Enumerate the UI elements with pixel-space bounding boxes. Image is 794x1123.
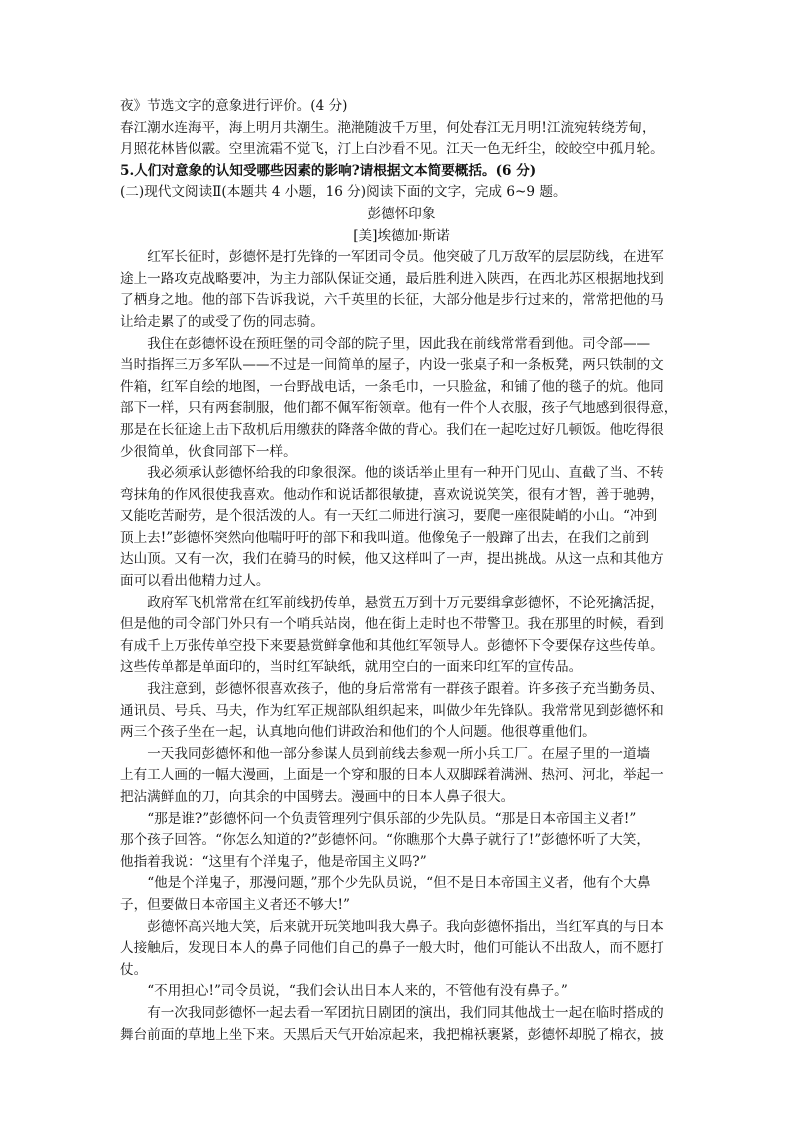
paragraph-line: 红军长征时，彭德怀是打先锋的一军团司令员。他突破了几万敌军的层层防线，在进军: [147, 249, 664, 266]
article-author: [美]埃德加·斯诺: [353, 227, 450, 244]
paragraph-line: 弯抹角的作风很使我喜欢。他动作和说话都很敏捷，喜欢说说笑笑，很有才智，善于驰骋，: [120, 486, 664, 503]
paragraph-line: 那是在长征途上击下敌机后用缴获的降落伞做的背心。我们在一起吃过好几顿饭。他吃得很: [120, 421, 664, 438]
paragraph-line: 舞台前面的草地上坐下来。天黑后天气开始凉起来，我把棉袄裹紧，彭德怀却脱了棉衣，披: [120, 1026, 664, 1043]
paragraph-line: 少很简单，伙食同部下一样。: [120, 443, 297, 460]
paragraph-line: 我住在彭德怀设在预旺堡的司令部的院子里，因此我在前线常常看到他。司令部——: [147, 335, 651, 352]
paragraph-line: 这些传单都是单面印的，当时红军缺纸，就用空白的一面来印红军的宣传品。: [120, 659, 583, 676]
article-body: [120, 247, 683, 1046]
paragraph-line: “他是个洋鬼子，那漫问题，”那个少先队员说，“但不是日本帝国主义者，他有个大鼻: [147, 875, 651, 892]
question-text-line: 夜》节选文字的意象进行评价。(4 分): [120, 98, 348, 114]
paragraph-line: 我注意到，彭德怀很喜欢孩子，他的身后常常有一群孩子跟着。许多孩子充当勤务员、: [147, 681, 664, 698]
question-5: 5.人们对意象的认知受哪些因素的影响?请根据文本简要概括。(6 分): [120, 162, 537, 179]
article-title: 彭德怀印象: [367, 205, 436, 222]
paragraph-line: 我必须承认彭德怀给我的印象很深。他的谈话举止里有一种开门见山、直截了当、不转: [147, 465, 664, 482]
paragraph-line: 让给走累了的或受了伤的同志骑。: [120, 313, 324, 330]
paragraph-line: 彭德怀高兴地大笑，后来就开玩笑地叫我大鼻子。我向彭德怀指出，当红军真的与日本: [147, 918, 664, 935]
paragraph-line: 通讯员、号兵、马夫，作为红军正规部队组织起来，叫做少年先锋队。我常常见到彭德怀和: [120, 702, 664, 719]
paragraph-line: 达山顶。又有一次，我们在骑马的时候，他又这样叫了一声，提出挑战。从这一点和其他方: [120, 551, 664, 568]
article-paragraph: [120, 593, 683, 679]
poem-line: 月照花林皆似霰。空里流霜不觉飞，汀上白沙看不见。江天一色无纤尘，皎皎空中孤月轮。: [120, 141, 664, 158]
paragraph-line: “那是谁?”彭德怀问一个负责管理列宁俱乐部的少先队员。“那是日本帝国主义者!”: [147, 810, 637, 827]
article-paragraph: [120, 463, 683, 593]
paragraph-line: 当时指挥三万多军队——不过是一间简单的屋子，内设一张桌子和一条板凳，两只铁制的文: [120, 357, 664, 374]
paragraph-line: 子，但要做日本帝国主义者还不够大!”: [120, 896, 350, 913]
paragraph-line: 他指着我说：“这里有个洋鬼子，他是帝国主义吗?”: [120, 853, 427, 870]
paragraph-line: 仗。: [120, 961, 148, 978]
paragraph-line: 两三个孩子坐在一起，认真地向他们讲政治和他们的个人问题。他很尊重他们。: [120, 724, 596, 741]
article-paragraph: [120, 873, 683, 916]
paragraph-line: 面可以看出他精力过人。: [120, 573, 270, 590]
paragraph-line: 顶上去!”彭德怀突然向他喘吁吁的部下和我叫道。他像兔子一般蹿了出去，在我们之前到: [120, 529, 649, 546]
section-heading: (二)现代文阅读Ⅱ(本题共 4 小题，16 分)阅读下面的文字，完成 6~9 题。: [120, 184, 567, 201]
poem-line: 春江潮水连海平，海上明月共潮生。滟滟随波千万里，何处春江无月明!江流宛转绕芳甸，: [120, 119, 656, 136]
article-paragraph: [120, 917, 683, 982]
paragraph-line: 把沾满鲜血的刀，向其余的中国劈去。漫画中的日本人鼻子很大。: [120, 789, 515, 805]
article-paragraph: [120, 1003, 683, 1046]
paragraph-line: 有一次我同彭德怀一起去看一军团抗日剧团的演出，我们同其他战士一起在临时搭成的: [147, 1004, 664, 1021]
document-page: [120, 96, 683, 1046]
paragraph-line: 人接触后，发现日本人的鼻子同他们自己的鼻子一般大时，他们可能认不出敌人，而不愿打: [120, 940, 664, 957]
paragraph-line: 途上一路攻克战略要冲，为主力部队保证交通，最后胜利进入陕西，在西北苏区根据地找到: [120, 270, 664, 287]
article-paragraph: [120, 247, 683, 333]
paragraph-line: 件箱，红军自绘的地图，一台野战电话，一条毛巾，一只脸盆，和铺了他的毯子的炕。他同: [120, 378, 664, 395]
paragraph-line: 政府军飞机常常在红军前线扔传单，悬赏五万到十万元要缉拿彭德怀，不论死擒活捉，: [147, 594, 664, 611]
paragraph-line: 有成千上万张传单空投下来要悬赏鲜拿他和其他红军领导人。彭德怀下令要保存这些传单。: [120, 637, 664, 654]
paragraph-line: 但是他的司令部门外只有一个哨兵站岗，他在街上走时也不带警卫。我在那里的时候，看到: [120, 616, 664, 633]
paragraph-line: 部下一样，只有两套制服，他们都不佩军衔领章。他有一件个人衣服，孩子气地感到很得意，: [120, 400, 678, 417]
article-paragraph: [120, 744, 683, 809]
paragraph-line: 又能吃苦耐劳，是个很活泼的人。有一天红二师进行演习，要爬一座很陡峭的小山。“冲到: [120, 508, 658, 525]
article-paragraph: [120, 334, 683, 464]
paragraph-line: 上有工人画的一幅大漫画，上面是一个穿和服的日本人双脚踩着满洲、热河、河北，举起一: [120, 767, 664, 784]
article-paragraph: [120, 981, 683, 1003]
article-paragraph: [120, 809, 683, 874]
article-paragraph: [120, 679, 683, 744]
paragraph-line: “不用担心!”司令员说，“我们会认出日本人来的，不管他有没有鼻子。”: [147, 983, 568, 1000]
paragraph-line: 那个孩子回答。“你怎么知道的?”彭德怀问。“你瞧那个大鼻子就行了!”彭德怀听了大笑，: [120, 832, 650, 849]
paragraph-line: 一天我同彭德怀和他一部分参谋人员到前线去参观一所小兵工厂。在屋子里的一道墙: [147, 745, 651, 762]
paragraph-line: 了栖身之地。他的部下告诉我说，六千英里的长征，大部分他是步行过来的，常常把他的马: [120, 292, 664, 309]
